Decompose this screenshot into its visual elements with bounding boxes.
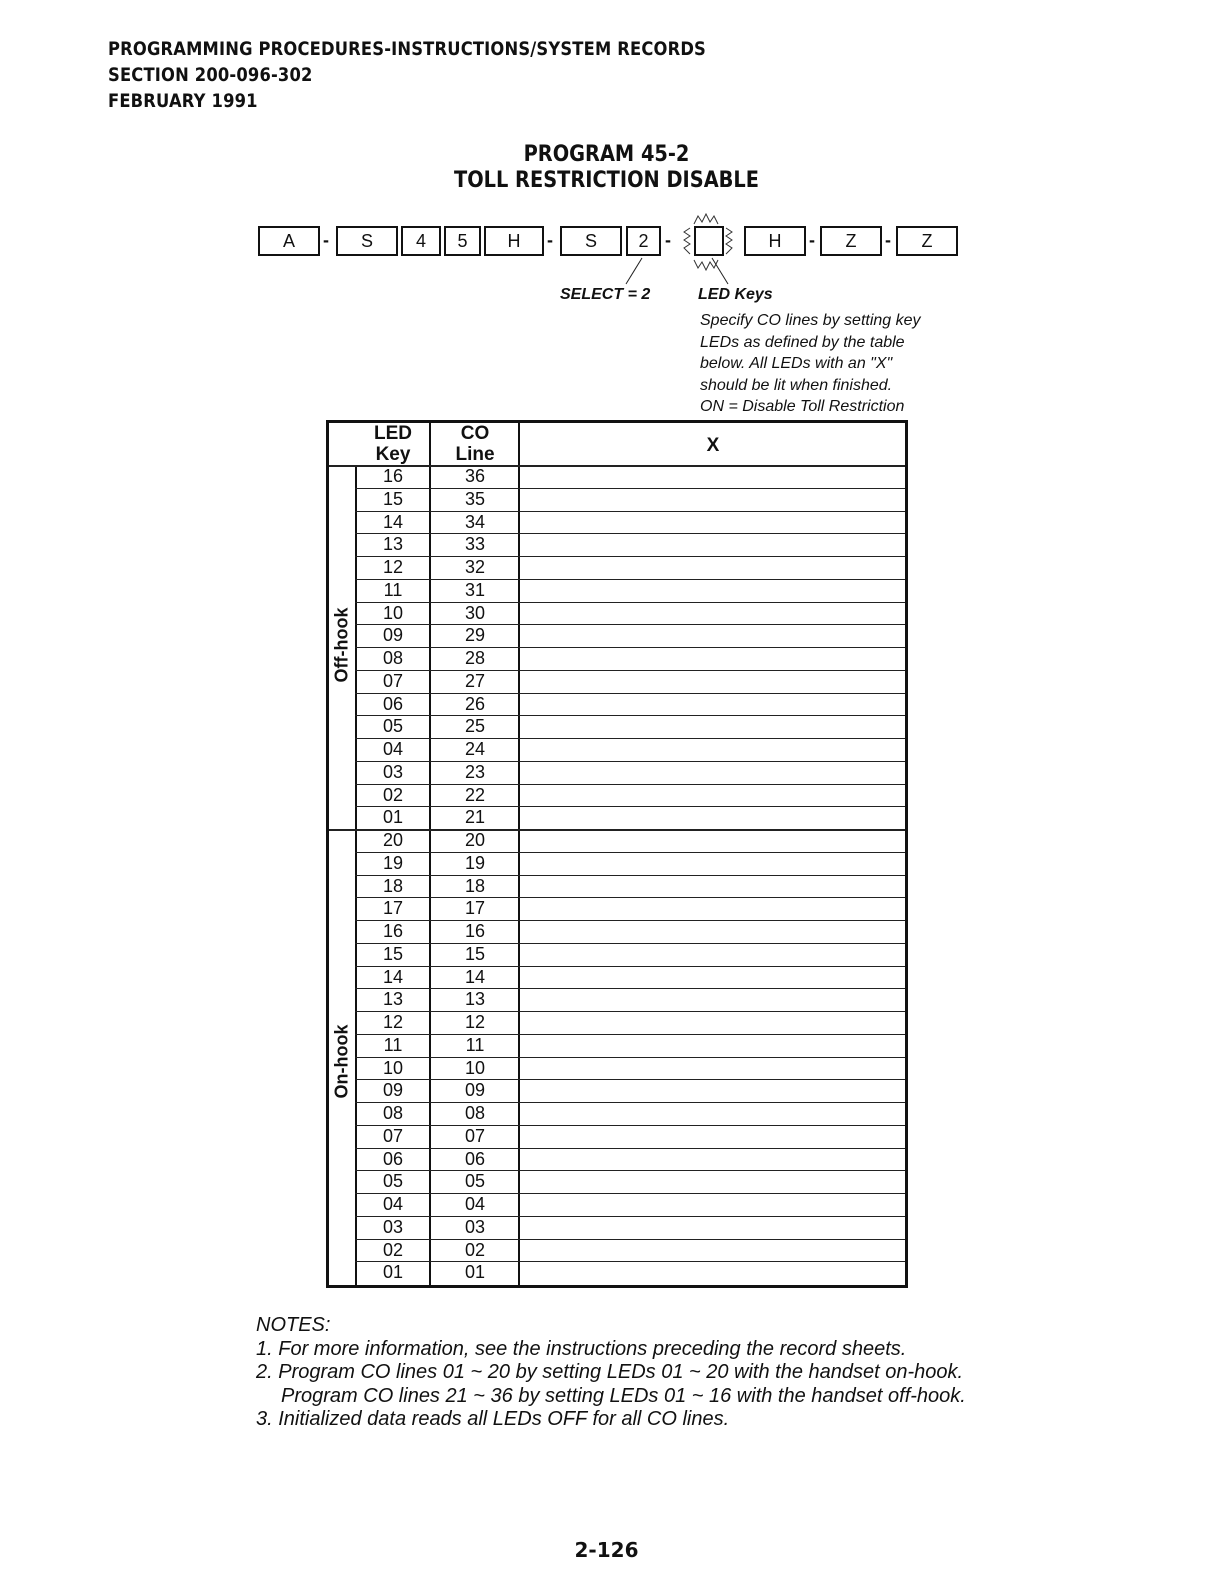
led-key-cell: 09	[382, 1080, 404, 1101]
x-entry-cell[interactable]	[520, 806, 905, 828]
col-header-co	[431, 423, 519, 465]
co-line-cell: 05	[464, 1171, 486, 1192]
x-entry-cell[interactable]	[520, 647, 905, 669]
x-entry-cell[interactable]	[520, 1193, 905, 1215]
led-key-cell: 12	[382, 1012, 404, 1032]
sequence-key-s: S	[336, 226, 398, 256]
sequence-separator: -	[323, 230, 329, 250]
co-line-cell: 01	[464, 1262, 486, 1283]
x-entry-cell[interactable]	[520, 966, 905, 988]
led-keys-desc-line: ON = Disable Toll Restriction	[700, 398, 905, 415]
x-entry-cell[interactable]	[520, 670, 905, 692]
notes-section	[256, 1314, 966, 1432]
sequence-separator: -	[547, 230, 553, 250]
program-title: PROGRAM 45-2	[523, 142, 690, 167]
note-item: 3. Initialized data reads all LEDs OFF for all CO lines.	[256, 1408, 730, 1430]
sequence-key-h2: H	[744, 226, 806, 256]
led-key-cell: 08	[382, 648, 404, 668]
x-entry-cell[interactable]	[520, 488, 905, 510]
sequence-key-a: A	[258, 226, 320, 256]
led-key-cell: 03	[382, 761, 404, 782]
led-key-cell: 13	[382, 534, 404, 555]
co-line-cell: 15	[464, 943, 486, 964]
co-line-cell: 18	[464, 875, 486, 896]
col-header-co-line1: CO	[460, 423, 490, 444]
co-line-cell: 07	[464, 1125, 486, 1146]
note-item: Program CO lines 21 ~ 36 by setting LEDs 01 ~ 16 with the handset off-hook.	[281, 1384, 966, 1407]
led-key-cell: 06	[382, 693, 404, 714]
led-keys-title: LED Keys	[698, 286, 773, 303]
x-entry-cell[interactable]	[520, 852, 905, 874]
led-key-cell: 05	[382, 1171, 404, 1192]
x-entry-cell[interactable]	[520, 829, 905, 851]
co-line-cell: 03	[464, 1216, 486, 1237]
co-line-cell: 27	[464, 670, 486, 691]
co-line-cell: 19	[464, 852, 486, 873]
co-line-cell: 25	[464, 716, 486, 737]
led-key-cell: 17	[382, 898, 404, 919]
x-entry-cell[interactable]	[520, 533, 905, 555]
x-entry-cell[interactable]	[520, 1079, 905, 1101]
led-key-cell: 11	[383, 579, 403, 600]
co-line-cell: 35	[464, 488, 486, 509]
co-line-cell: 26	[464, 693, 486, 714]
co-line-cell: 31	[464, 579, 486, 600]
sequence-key-2: 2	[626, 226, 661, 256]
x-entry-cell[interactable]	[520, 1170, 905, 1192]
x-entry-cell[interactable]	[520, 1125, 905, 1147]
led-key-cell: 02	[382, 784, 404, 805]
led-key-cell: 10	[382, 1057, 404, 1078]
note-item: 1. For more information, see the instructions preceding the record sheets.	[256, 1337, 907, 1360]
co-line-cell: 36	[464, 466, 486, 486]
x-entry-cell[interactable]	[520, 1011, 905, 1033]
co-line-cell: 21	[464, 807, 486, 828]
x-entry-cell[interactable]	[520, 920, 905, 942]
note-item: 2. Program CO lines 01 ~ 20 by setting LEDs 01 ~ 20 with the handset on-hook.	[256, 1361, 964, 1383]
co-line-cell: 11	[465, 1034, 485, 1055]
co-line-cell: 22	[464, 784, 486, 805]
led-key-cell: 11	[383, 1034, 403, 1055]
led-key-cell: 03	[382, 1216, 404, 1237]
led-key-cell: 16	[382, 466, 404, 486]
col-header-x: X	[706, 435, 720, 456]
co-line-cell: 04	[464, 1194, 486, 1214]
co-line-cell: 29	[464, 625, 486, 646]
co-line-cell: 30	[464, 602, 486, 623]
x-entry-cell[interactable]	[520, 1216, 905, 1238]
x-entry-cell[interactable]	[520, 602, 905, 624]
x-entry-cell[interactable]	[520, 761, 905, 783]
x-entry-cell[interactable]	[520, 715, 905, 737]
co-line-cell: 10	[464, 1057, 486, 1078]
notes-heading: NOTES:	[256, 1314, 331, 1336]
led-key-cell: 15	[382, 943, 404, 964]
led-key-cell: 09	[382, 625, 404, 646]
led-key-cell: 08	[382, 1103, 404, 1123]
x-entry-cell[interactable]	[520, 1148, 905, 1170]
select-label: SELECT = 2	[560, 286, 651, 303]
sequence-key-z2: Z	[896, 226, 958, 256]
onhook-group-label: On-hook	[331, 1024, 352, 1099]
col-header-co-line2: Line	[455, 444, 495, 465]
sequence-separator: -	[885, 230, 891, 250]
led-key-cell: 13	[382, 989, 404, 1010]
x-entry-cell[interactable]	[520, 1057, 905, 1079]
x-entry-cell[interactable]	[520, 988, 905, 1010]
led-keys-desc-line: should be lit when finished.	[700, 376, 893, 394]
sequence-key-h: H	[484, 226, 544, 256]
led-key-cell: 20	[382, 830, 404, 850]
program-subtitle: TOLL RESTRICTION DISABLE	[453, 168, 760, 193]
led-keys-desc-line: LEDs as defined by the table	[700, 333, 905, 351]
co-line-cell: 16	[464, 921, 486, 941]
co-line-cell: 08	[464, 1103, 486, 1123]
x-entry-cell[interactable]	[520, 1102, 905, 1124]
led-key-cell: 04	[382, 739, 404, 759]
led-key-cell: 14	[382, 511, 404, 532]
x-entry-cell[interactable]	[520, 1034, 905, 1056]
col-header-led	[357, 423, 429, 465]
x-entry-cell[interactable]	[520, 693, 905, 715]
led-key-cell: 19	[382, 852, 404, 873]
led-key-cell: 18	[382, 875, 404, 896]
x-entry-cell[interactable]	[520, 784, 905, 806]
sequence-separator: -	[665, 230, 671, 250]
x-entry-cell[interactable]	[520, 511, 905, 533]
x-entry-cell[interactable]	[520, 1261, 905, 1283]
page-number: 2-126	[574, 1538, 639, 1562]
x-entry-cell[interactable]	[520, 897, 905, 919]
co-line-cell: 32	[464, 557, 486, 577]
sequence-key-led-blank	[694, 226, 724, 256]
x-entry-cell[interactable]	[520, 875, 905, 897]
x-entry-cell[interactable]	[520, 556, 905, 578]
led-keys-desc-line: Specify CO lines by setting key	[700, 312, 921, 329]
led-key-cell: 15	[382, 488, 404, 509]
col-header-led-line2: Key	[375, 444, 411, 465]
led-key-cell: 10	[382, 602, 404, 623]
doc-header-line-1: PROGRAMMING PROCEDURES-INSTRUCTIONS/SYSTEM RECORDS	[108, 38, 707, 60]
led-key-cell: 16	[382, 921, 404, 941]
co-line-cell: 20	[464, 830, 486, 850]
x-entry-cell[interactable]	[520, 579, 905, 601]
led-key-cell: 07	[382, 670, 404, 691]
co-line-cell: 17	[464, 898, 486, 919]
sequence-key-z: Z	[820, 226, 882, 256]
co-line-cell: 33	[464, 534, 486, 555]
led-key-cell: 01	[382, 807, 404, 828]
doc-header-line-3: FEBRUARY 1991	[108, 90, 258, 112]
led-key-cell: 05	[382, 716, 404, 737]
led-key-cell: 14	[382, 966, 404, 987]
co-line-cell: 14	[464, 966, 486, 987]
x-entry-cell[interactable]	[520, 1239, 905, 1261]
co-line-cell: 23	[464, 761, 486, 782]
co-line-cell: 13	[464, 989, 486, 1010]
sequence-key-s2: S	[560, 226, 622, 256]
led-keys-description	[700, 310, 921, 418]
co-line-cell: 09	[464, 1080, 486, 1101]
led-key-cell: 06	[382, 1148, 404, 1169]
x-entry-cell[interactable]	[520, 465, 905, 487]
sequence-key-5: 5	[444, 226, 481, 256]
x-entry-cell[interactable]	[520, 943, 905, 965]
co-line-cell: 28	[464, 648, 486, 668]
led-key-cell: 07	[382, 1125, 404, 1146]
sequence-key-4: 4	[401, 226, 441, 256]
led-keys-desc-line: below. All LEDs with an "X"	[700, 355, 893, 372]
led-key-cell: 01	[382, 1262, 404, 1283]
co-line-cell: 34	[464, 511, 486, 532]
offhook-group-label: Off-hook	[331, 607, 352, 683]
co-line-cell: 12	[464, 1012, 486, 1032]
co-line-cell: 06	[464, 1148, 486, 1169]
sequence-separator: -	[809, 230, 815, 250]
led-key-cell: 12	[382, 557, 404, 577]
co-line-cell: 02	[464, 1239, 486, 1260]
led-co-table	[326, 420, 908, 1288]
co-line-cell: 24	[464, 739, 486, 759]
doc-header-line-2: SECTION 200-096-302	[108, 64, 313, 86]
x-entry-cell[interactable]	[520, 624, 905, 646]
led-key-cell: 04	[382, 1194, 404, 1214]
x-entry-cell[interactable]	[520, 738, 905, 760]
led-key-cell: 02	[382, 1239, 404, 1260]
col-header-led-line1: LED	[374, 423, 412, 444]
